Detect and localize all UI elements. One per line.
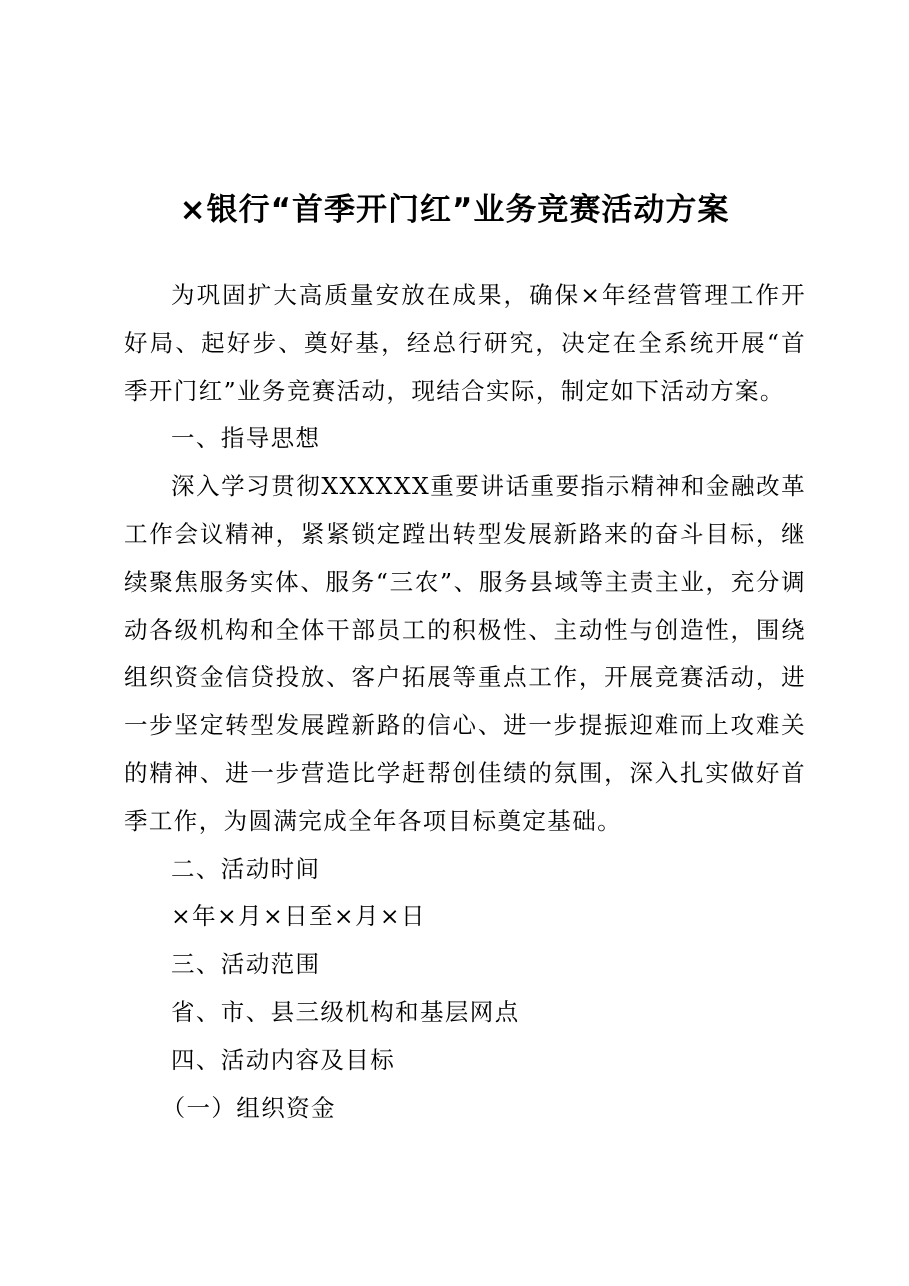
- section-heading-activity-time: 二、活动时间: [171, 854, 321, 883]
- subsection-heading-fund-organization: （一）组织资金: [161, 1093, 336, 1122]
- section-heading-activity-scope: 三、活动范围: [171, 950, 321, 979]
- activity-scope-paragraph: 省、市、县三级机构和基层网点: [171, 997, 520, 1026]
- document-body: [124, 272, 806, 1132]
- guiding-ideology-paragraph: 深入学习贯彻XXXXXX重要讲话重要指示精神和金融改革工作会议精神，紧紧锁定蹚出转型发展新路来的奋斗目标，继续聚焦服务实体、服务“三农”、服务县域等主责主业，充分调动各级机构和全体干部员工的积极性、主动性与创造性，围绕组织资金信贷投放、客户拓展等重点工作，开展竞赛活动，进一步坚定转型发展蹚新路的信心、进一步提振迎难而上攻难关的精神、进一步营造比学赶帮创佳绩的氛围，深入扎实做好首季工作，为圆满完成全年各项目标奠定基础。: [124, 472, 806, 835]
- document-title: ×银行“首季开门红”业务竞赛活动方案: [179, 192, 730, 228]
- section-heading-content-and-goals: 四、活动内容及目标: [171, 1045, 396, 1074]
- intro-paragraph: 为巩固扩大高质量安放在成果，确保×年经营管理工作开好局、起好步、奠好基，经总行研究，决定在全系统开展“首季开门红”业务竞赛活动，现结合实际，制定如下活动方案。: [124, 281, 806, 405]
- activity-time-paragraph: ×年×月×日至×月×日: [171, 902, 426, 931]
- section-heading-guiding-ideology: 一、指导思想: [171, 424, 321, 453]
